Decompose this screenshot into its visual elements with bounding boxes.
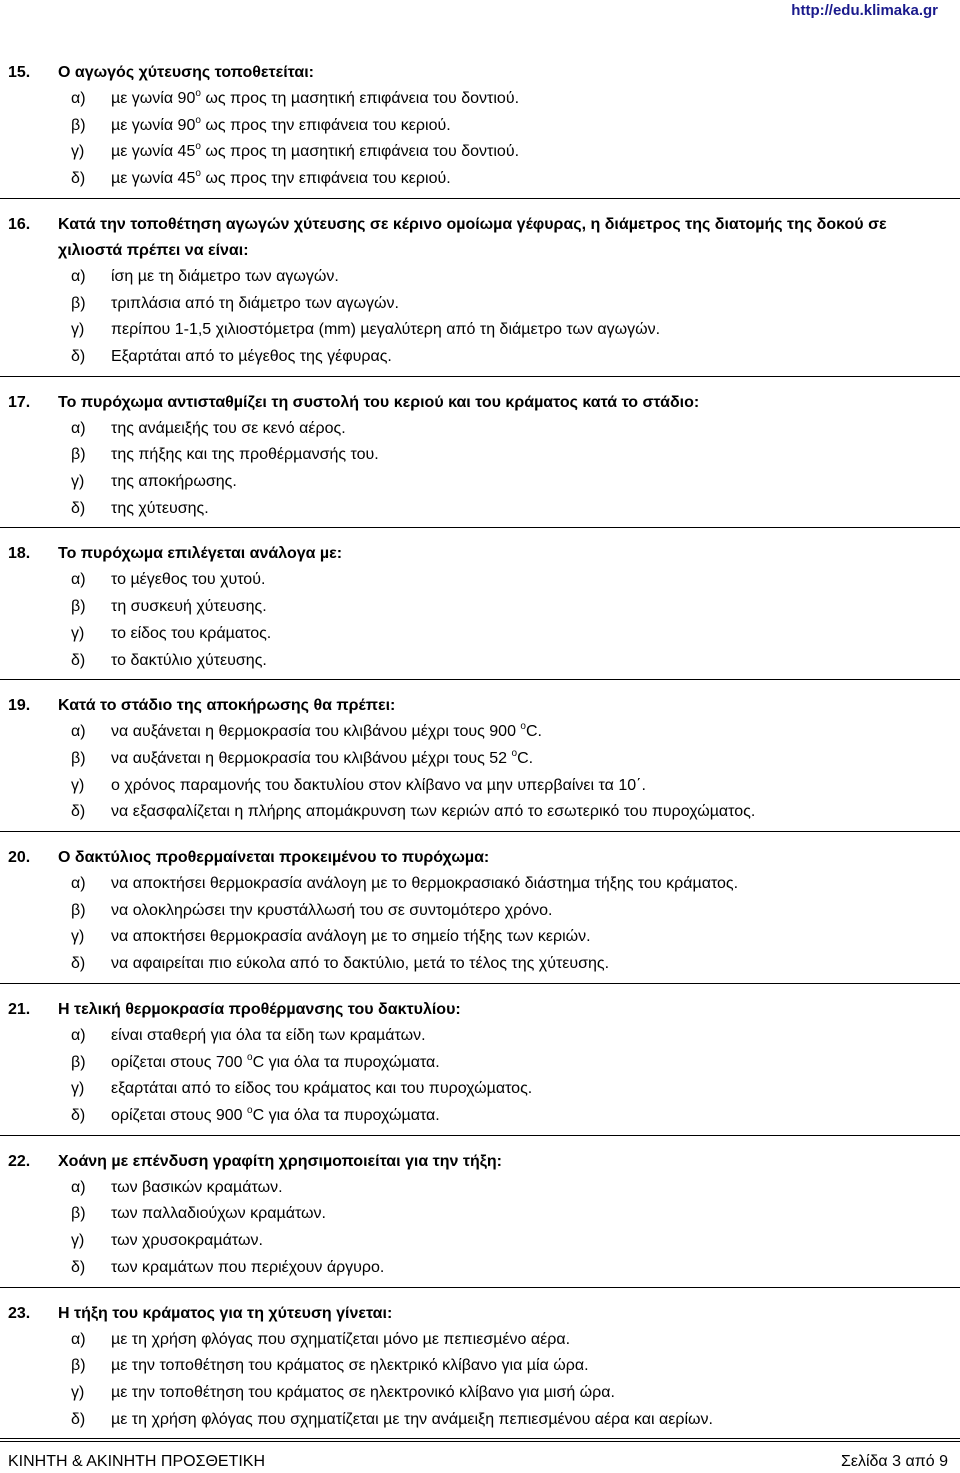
option-text: να ολοκληρώσει την κρυστάλλωσή του σε συντοµότερο χρόνο. (111, 901, 553, 919)
question-header (0, 390, 960, 416)
degree-symbol: ο (247, 1051, 253, 1063)
option-text: της ανάµειξής του σε κενό αέρος. (111, 419, 346, 437)
option-label: γ) (71, 624, 85, 642)
page-footer (0, 1441, 960, 1470)
option-a (0, 719, 960, 746)
option-text: µε την τοποθέτηση του κράµατος σε ηλεκτρικό κλίβανο για µία ώρα. (111, 1357, 589, 1375)
question-header (0, 541, 960, 567)
option-label: δ) (71, 1410, 86, 1428)
option-b (0, 442, 960, 469)
option-text: των βασικών κραµάτων. (111, 1178, 283, 1196)
option-label: δ) (71, 1258, 86, 1276)
option-d (0, 166, 960, 193)
option-text: είναι σταθερή για όλα τα είδη των κραµάτων. (111, 1026, 426, 1044)
option-label: β) (71, 901, 86, 919)
option-text: µε γωνία $90^o$ ως προς τη µασητική επιφάνεια του δοντιού. (111, 88, 520, 107)
question-18 (0, 539, 960, 680)
question-header (0, 60, 960, 86)
option-label: γ) (71, 1232, 85, 1250)
course-title: ΚΙΝΗΤΗ & ΑΚΙΝΗΤΗ ΠΡΟΣΘΕΤΙΚΗ (8, 1453, 266, 1470)
option-text: µε γωνία $45^o$ ως προς την επιφάνεια του κεριού. (111, 168, 451, 188)
option-text: µε την τοποθέτηση του κράµατος σε ηλεκτρονικό κλίβανο για µισή ώρα. (111, 1383, 615, 1401)
option-text: εξαρτάται από το είδος του κράµατος και του πυροχώµατος. (111, 1080, 533, 1098)
option-label: α) (71, 90, 86, 107)
option-text: να αποκτήσει θερµοκρασία ανάλογη µε το θερµοκρασιακό διάστηµα τήξης του κράµατος. (111, 875, 739, 893)
option-label: γ) (71, 1080, 85, 1098)
question-text: Κατά την τοποθέτηση αγωγών χύτευσης σε κέρινο οµοίωµα γέφυρας, η διάµετρος της διατοµής της δοκού σε χιλιοστά πρέπει να είναι: (58, 215, 887, 259)
option-c (0, 1228, 960, 1255)
question-number: 23. (8, 1304, 31, 1322)
option-c (0, 621, 960, 648)
question-text: Το πυρόχωµα επιλέγεται ανάλογα µε: (58, 545, 343, 563)
degree-symbol: ο (520, 721, 526, 733)
option-b (0, 1353, 960, 1380)
degree-symbol: ο (511, 747, 518, 759)
page-number: Σελίδα 3 από 9 (840, 1453, 948, 1470)
question-text: Κατά το στάδιο της αποκήρωσης θα πρέπει: (58, 697, 396, 715)
option-d (0, 496, 960, 523)
question-number: 20. (8, 849, 31, 867)
option-label: γ) (71, 928, 85, 946)
question-number: 18. (8, 545, 31, 563)
option-text: µε γωνία $45^o$ ως προς τη µασητική επιφάνεια του δοντιού. (111, 141, 520, 161)
question-21 (0, 995, 960, 1136)
question-text: Ο αγωγός χύτευσης τοποθετείται: (58, 64, 314, 81)
option-text: µε τη χρήση φλόγας που σχηµατίζεται µόνο µε πεπιεσµένο αέρα. (111, 1330, 571, 1348)
question-text: Ο δακτύλιος προθερµαίνεται προκειµένου το πυρόχωµα: (58, 849, 490, 867)
option-text: της πήξης και της προθέρµανσής του. (111, 446, 379, 464)
option-text: να αυξάνεται η θερµοκρασία του κλιβάνου µέχρι τους 900 $^o$C. (111, 721, 542, 741)
degree-symbol: ο (195, 114, 201, 126)
option-text: να αυξάνεται η θερµοκρασία του κλιβάνου µέχρι τους 52 $^o$C. (111, 747, 534, 767)
option-c (0, 924, 960, 951)
option-label: δ) (71, 347, 86, 365)
option-text: ο χρόνος παραµονής του δακτυλίου στον κλίβανο να µην υπερβαίνει τα 10΄. (111, 776, 646, 794)
option-a (0, 416, 960, 443)
option-text: των παλλαδιούχων κραµάτων. (111, 1205, 326, 1223)
question-text: Το πυρόχωµα αντισταθµίζει τη συστολή του κεριού και του κράµατος κατά το στάδιο: (58, 393, 700, 411)
question-header (0, 845, 960, 871)
option-label: α) (71, 267, 86, 285)
question-header (0, 997, 960, 1023)
question-header (0, 1149, 960, 1175)
option-label: δ) (71, 1106, 86, 1124)
question-number: 21. (8, 1000, 31, 1018)
question-text: Η τελική θερµοκρασία προθέρµανσης του δακτυλίου: (58, 1000, 461, 1018)
option-a (0, 1023, 960, 1050)
question-number: 19. (8, 697, 31, 715)
option-c (0, 469, 960, 496)
option-d (0, 648, 960, 675)
option-b (0, 1050, 960, 1077)
option-label: δ) (71, 170, 86, 188)
option-text: Εξαρτάται από το µέγεθος της γέφυρας. (111, 347, 392, 365)
option-text: περίπου 1-1,5 χιλιοστόµετρα (mm) µεγαλύτερη από τη διάµετρο των αγωγών. (111, 321, 661, 339)
degree-symbol: ο (247, 1104, 253, 1116)
option-text: το δακτύλιο χύτευσης. (111, 651, 267, 669)
option-text: τριπλάσια από τη διάµετρο των αγωγών. (111, 294, 399, 312)
questions-list (0, 58, 960, 1450)
option-label: α) (71, 1330, 86, 1348)
option-a (0, 1175, 960, 1202)
option-text: να εξασφαλίζεται η πλήρης αποµάκρυνση των κεριών από το εσωτερικό του πυροχώµατος. (111, 803, 756, 821)
option-label: α) (71, 1178, 86, 1196)
option-a (0, 86, 960, 113)
question-number: 22. (8, 1152, 31, 1170)
option-text: το είδος του κράµατος. (111, 624, 272, 642)
site-link[interactable]: http://edu.klimaka.gr (791, 2, 938, 19)
option-b (0, 594, 960, 621)
option-label: α) (71, 571, 86, 589)
degree-symbol: ο (195, 88, 201, 99)
option-d (0, 1407, 960, 1434)
question-16 (0, 210, 960, 377)
option-c (0, 773, 960, 800)
question-22 (0, 1147, 960, 1288)
option-b (0, 291, 960, 318)
option-d (0, 1255, 960, 1282)
question-header (0, 693, 960, 719)
option-label: α) (71, 419, 86, 437)
option-d (0, 799, 960, 826)
option-a (0, 1327, 960, 1354)
option-b (0, 898, 960, 925)
option-text: της χύτευσης. (111, 499, 209, 517)
option-d (0, 951, 960, 978)
question-number: 16. (8, 215, 31, 233)
option-text: των κραµάτων που περιέχουν άργυρο. (111, 1258, 385, 1276)
option-label: β) (71, 1053, 86, 1071)
question-20 (0, 843, 960, 984)
option-a (0, 567, 960, 594)
question-15 (0, 58, 960, 199)
option-b (0, 1201, 960, 1228)
option-label: β) (71, 598, 86, 616)
option-label: β) (71, 749, 86, 767)
option-text: ίση µε τη διάµετρο των αγωγών. (111, 267, 339, 285)
option-label: α) (71, 1026, 86, 1044)
option-label: δ) (71, 651, 86, 669)
option-text: µε γωνία $90^o$ ως προς την επιφάνεια του κεριού. (111, 114, 451, 134)
option-text: το µέγεθος του χυτού. (111, 571, 266, 589)
option-label: γ) (71, 473, 85, 491)
option-label: δ) (71, 955, 86, 973)
option-label: β) (71, 294, 86, 312)
option-label: β) (71, 116, 86, 134)
option-a (0, 264, 960, 291)
option-b (0, 746, 960, 773)
option-label: γ) (71, 776, 85, 794)
question-header (0, 1301, 960, 1327)
option-b (0, 113, 960, 140)
option-label: γ) (71, 321, 85, 339)
option-text: της αποκήρωσης. (111, 473, 237, 491)
question-17 (0, 388, 960, 529)
question-header (0, 212, 960, 264)
option-label: β) (71, 1357, 86, 1375)
question-number: 15. (8, 64, 31, 81)
question-number: 17. (8, 393, 31, 411)
option-d (0, 344, 960, 371)
option-text: ορίζεται στους 900 $^o$C για όλα τα πυροχώµατα. (111, 1104, 440, 1124)
option-text: των χρυσοκραµάτων. (111, 1232, 263, 1250)
option-label: γ) (71, 1383, 85, 1401)
option-c (0, 1380, 960, 1407)
question-19 (0, 691, 960, 832)
option-d (0, 1103, 960, 1130)
option-a (0, 871, 960, 898)
option-label: δ) (71, 803, 86, 821)
option-label: β) (71, 1205, 86, 1223)
option-label: α) (71, 723, 86, 741)
option-text: να αποκτήσει θερµοκρασία ανάλογη µε το σηµείο τήξης των κεριών. (111, 928, 591, 946)
option-text: µε τη χρήση φλόγας που σχηµατίζεται µε την ανάµειξη πεπιεσµένου αέρα και αερίων. (111, 1410, 713, 1428)
degree-symbol: ο (195, 141, 201, 153)
option-c (0, 1076, 960, 1103)
question-text: Η τήξη του κράµατος για τη χύτευση γίνεται: (58, 1304, 393, 1322)
degree-symbol: ο (195, 168, 201, 180)
question-text: Χοάνη µε επένδυση γραφίτη χρησιµοποιείται για την τήξη: (58, 1152, 503, 1170)
option-text: ορίζεται στους 700 $^o$C για όλα τα πυροχώµατα. (111, 1051, 440, 1071)
option-c (0, 317, 960, 344)
option-text: να αφαιρείται πιο εύκολα από το δακτύλιο, µετά το τέλος της χύτευσης. (111, 955, 610, 973)
option-c (0, 139, 960, 166)
option-label: δ) (71, 499, 86, 517)
option-label: α) (71, 875, 86, 893)
option-label: γ) (71, 143, 85, 161)
option-label: β) (71, 446, 86, 464)
question-23 (0, 1299, 960, 1440)
option-text: τη συσκευή χύτευσης. (111, 598, 267, 616)
